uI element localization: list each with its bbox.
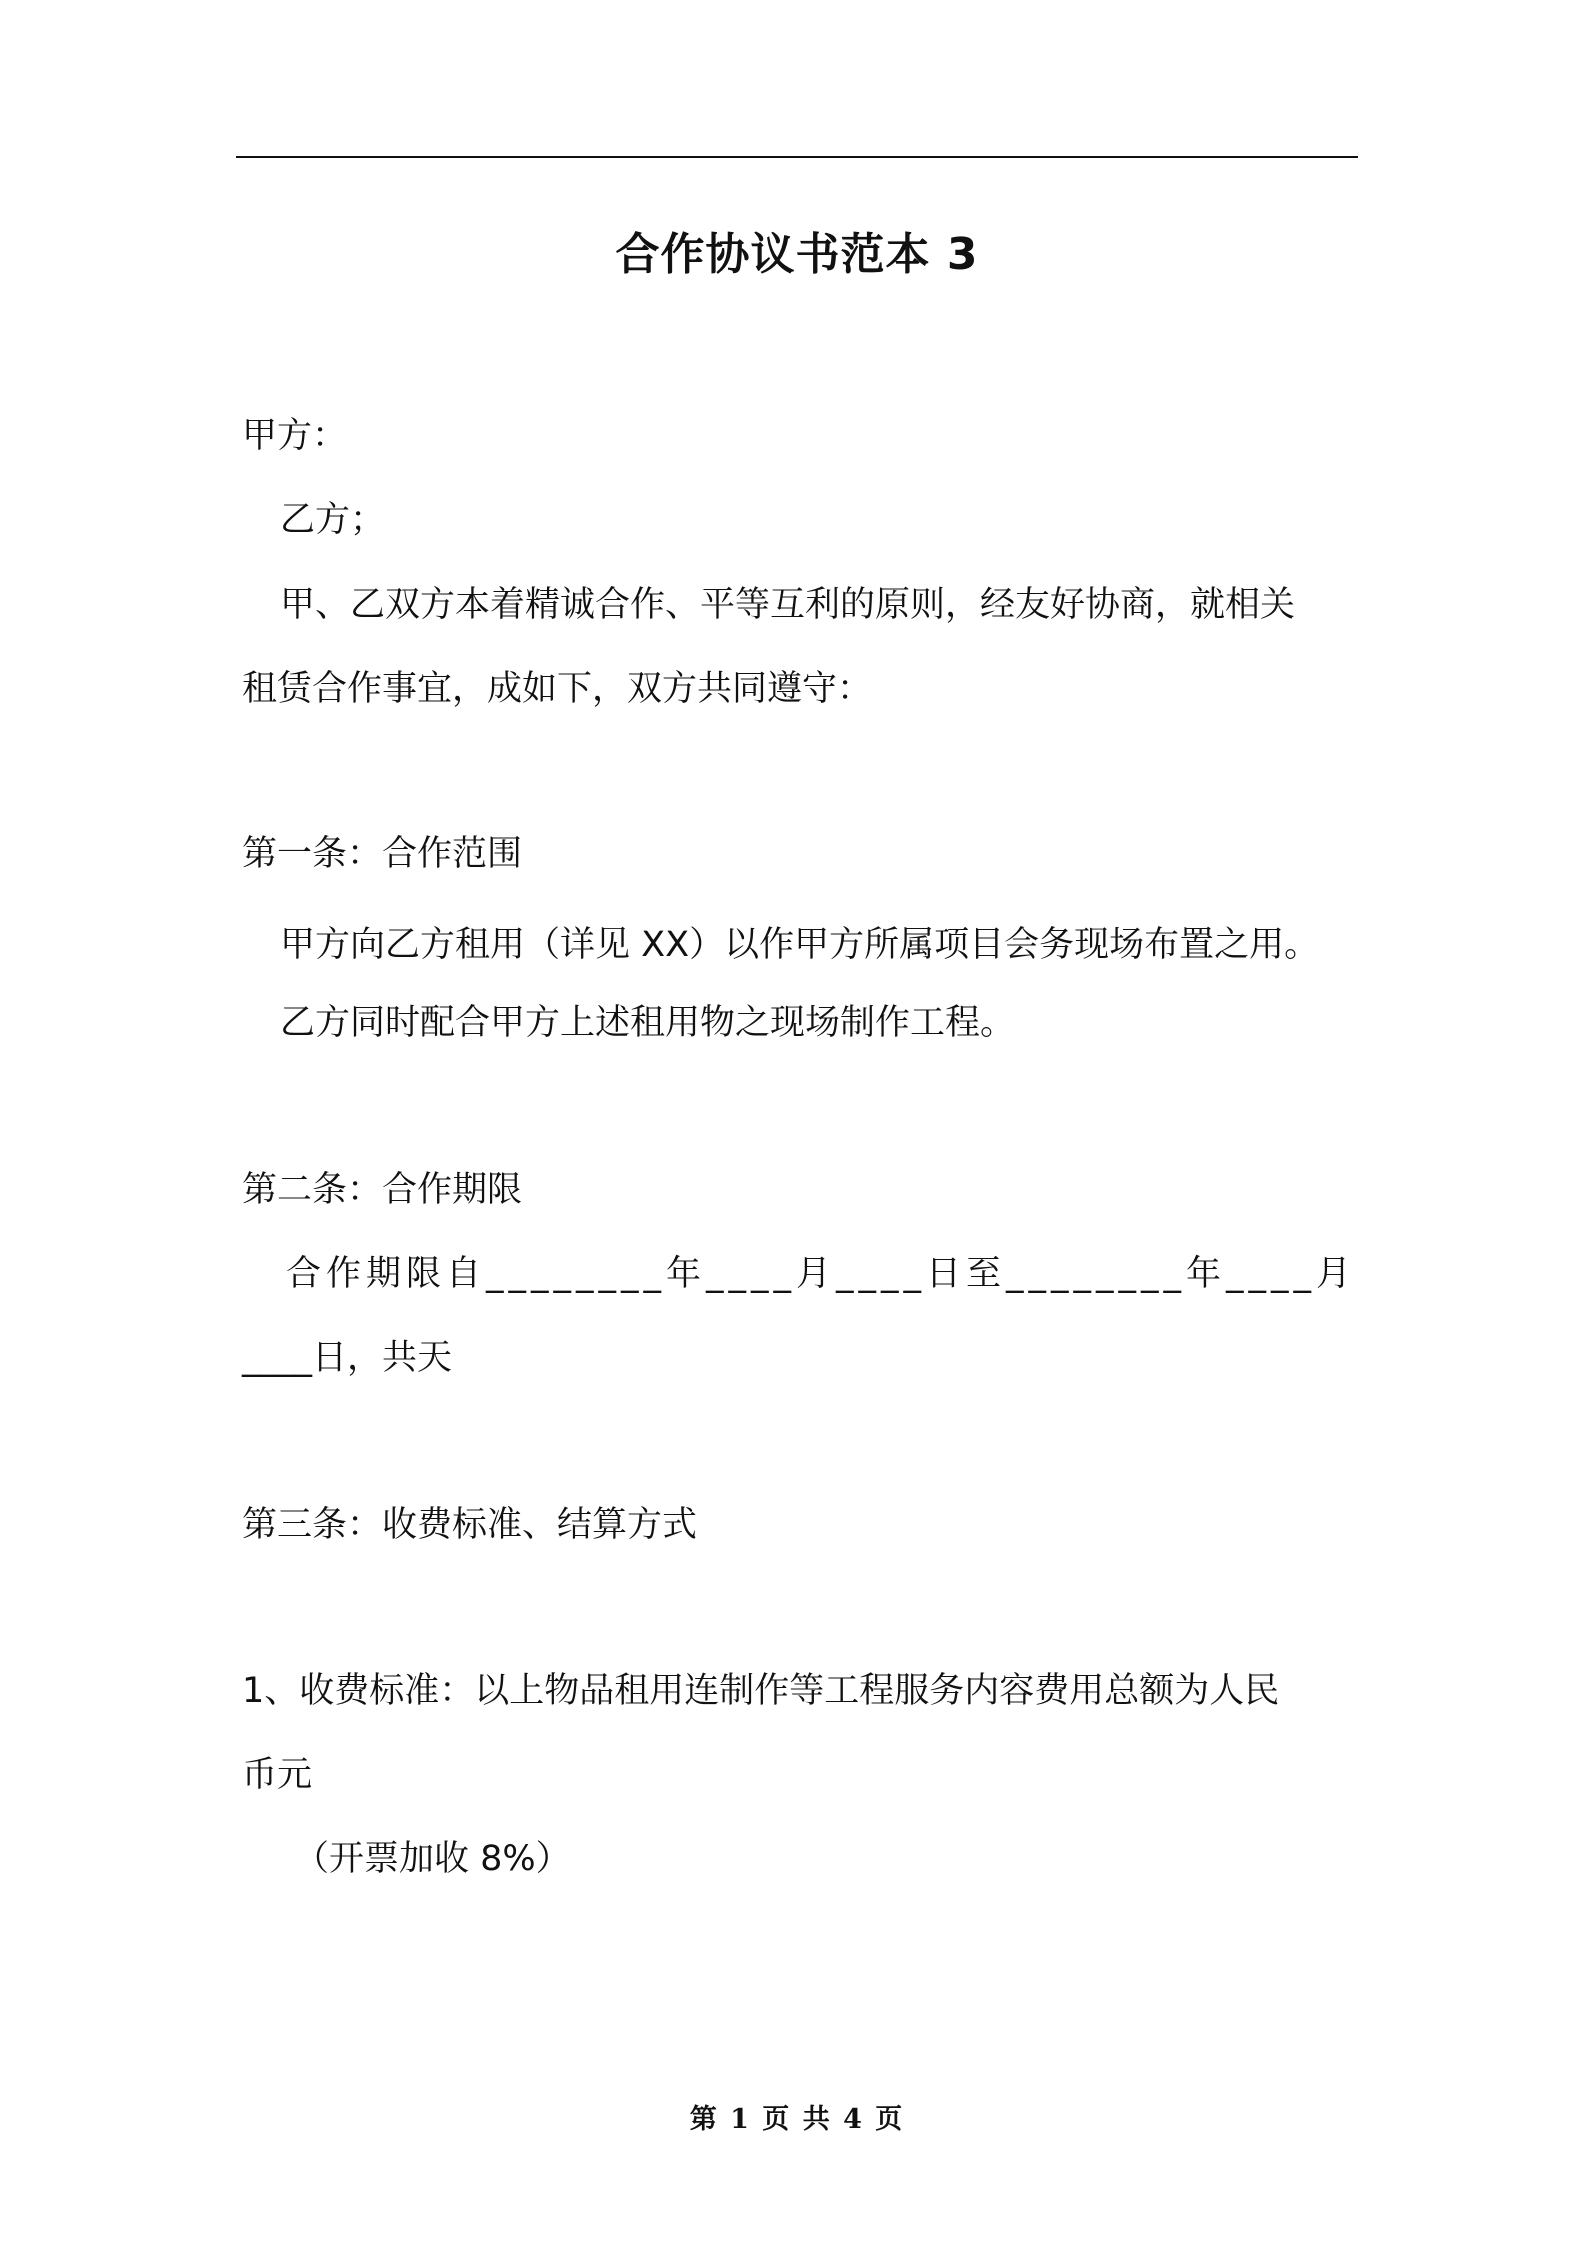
intro-paragraph-line-1: 甲、乙双方本着精诚合作、平等互利的原则，经友好协商，就相关 [280, 585, 1296, 625]
article-2-period-line-2: ____日，共天 [242, 1338, 453, 1378]
fee-standard-line-1: 1、收费标准：以上物品租用连制作等工程服务内容费用总额为人民 [242, 1671, 1280, 1711]
fee-standard-line-2: 币元 [242, 1755, 313, 1795]
article-2-period-line-1: 合作期限自________年____月____日至________年____月 [286, 1254, 1357, 1294]
document-title: 合作协议书范本 3 [615, 229, 979, 280]
header-divider [236, 156, 1358, 158]
fee-invoice-note: （开票加收 8%） [294, 1839, 571, 1879]
page-number-footer: 第 1 页 共 4 页 [689, 2104, 905, 2135]
intro-paragraph-line-2: 租赁合作事宜，成如下，双方共同遵守： [242, 669, 873, 709]
party-b-label: 乙方； [280, 500, 386, 540]
party-a-label: 甲方： [242, 416, 348, 456]
article-1-line-2: 乙方同时配合甲方上述租用物之现场制作工程。 [280, 1003, 1016, 1043]
article-1-heading: 第一条：合作范围 [242, 834, 523, 874]
article-3-heading: 第三条：收费标准、结算方式 [242, 1505, 698, 1545]
article-2-heading: 第二条：合作期限 [242, 1170, 523, 1210]
article-1-line-1: 甲方向乙方租用（详见 XX）以作甲方所属项目会务现场布置之用。 [280, 925, 1320, 965]
